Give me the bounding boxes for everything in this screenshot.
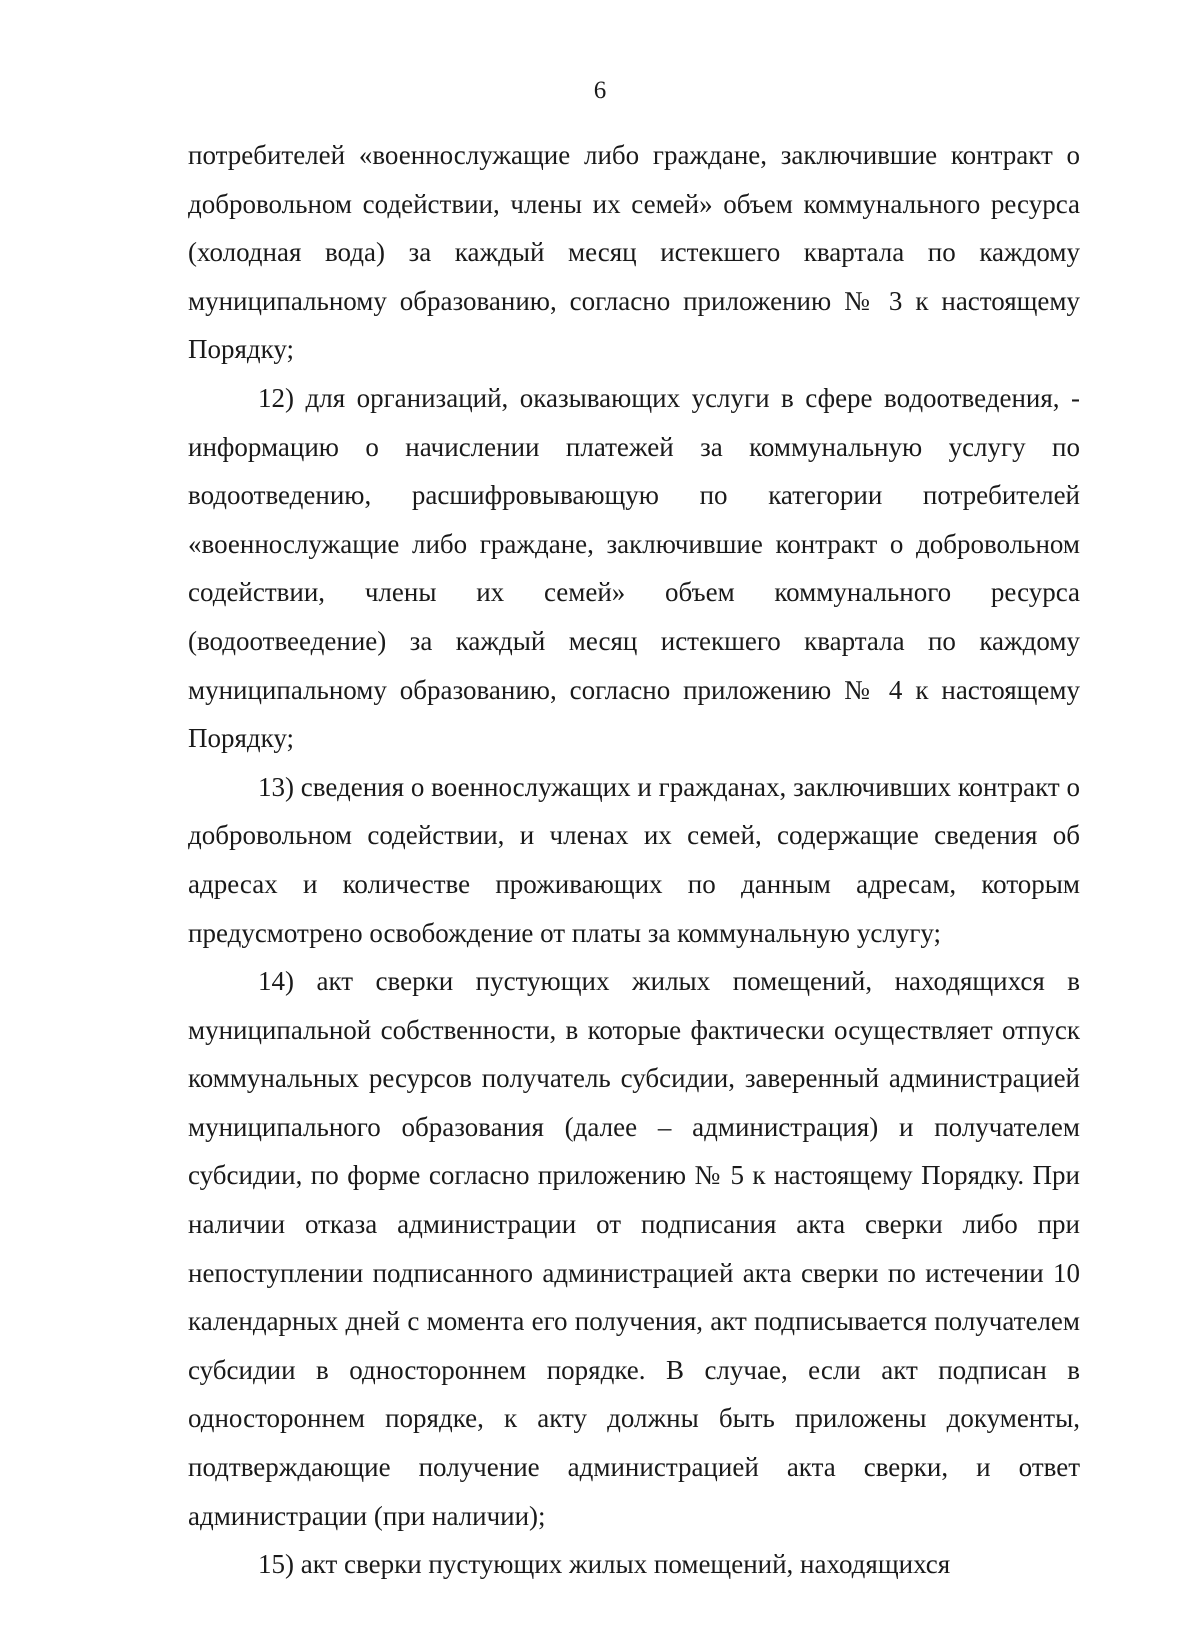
paragraph-item-14: 14) акт сверки пустующих жилых помещений, находящихся в муниципальной собственности, в которые фактически осуществляет отпуск коммунальных ресурсов получатель субсидии, заверенный администрацией муниципального образования (далее – администрация) и получателем субсидии, по форме согласно приложению № 5 к настоящему Порядку. При наличии отказа администрации от подписания акта сверки либо при непоступлении подписанного администрацией акта сверки по истечении 10 календарных дней с момента его получения, акт подписывается получателем субсидии в одностороннем порядке. В случае, если акт подписан в одностороннем порядке, к акту должны быть приложены документы, подтверждающие получение администрацией акта сверки, и ответ администрации (при наличии); bbox=[188, 966, 1080, 1531]
paragraph-item-13: 13) сведения о военнослужащих и гражданах, заключивших контракт о добровольном содействии, и членах их семей, содержащие сведения об адресах и количестве проживающих по данным адресам, которым предусмотрено освобождение от платы за коммунальную услугу; bbox=[188, 771, 1080, 948]
page-number: 6 bbox=[593, 77, 607, 104]
paragraph-item-15: 15) акт сверки пустующих жилых помещений, находящихся bbox=[258, 1549, 951, 1580]
paragraph-item-12: 12) для организаций, оказывающих услуги в сфере водоотведения, - информацию о начислении платежей за коммунальную услугу по водоотведению, расшифровывающую по категории потребителей «военнослужащие либо граждане, заключившие контракт о добровольном содействии, члены их семей» объем коммунального ресурса (водоотвеедение) за каждый месяц истекшего квартала по каждому муниципальному образованию, согласно приложению № 4 к настоящему Порядку; bbox=[188, 382, 1080, 754]
paragraph-continuation: потребителей «военнослужащие либо граждане, заключившие контракт о добровольном содействии, члены их семей» объем коммунального ресурса (холодная вода) за каждый месяц истекшего квартала по каждому муниципальному образованию, согласно приложению № 3 к настоящему Порядку; bbox=[188, 140, 1080, 365]
document-body bbox=[188, 131, 1080, 1589]
